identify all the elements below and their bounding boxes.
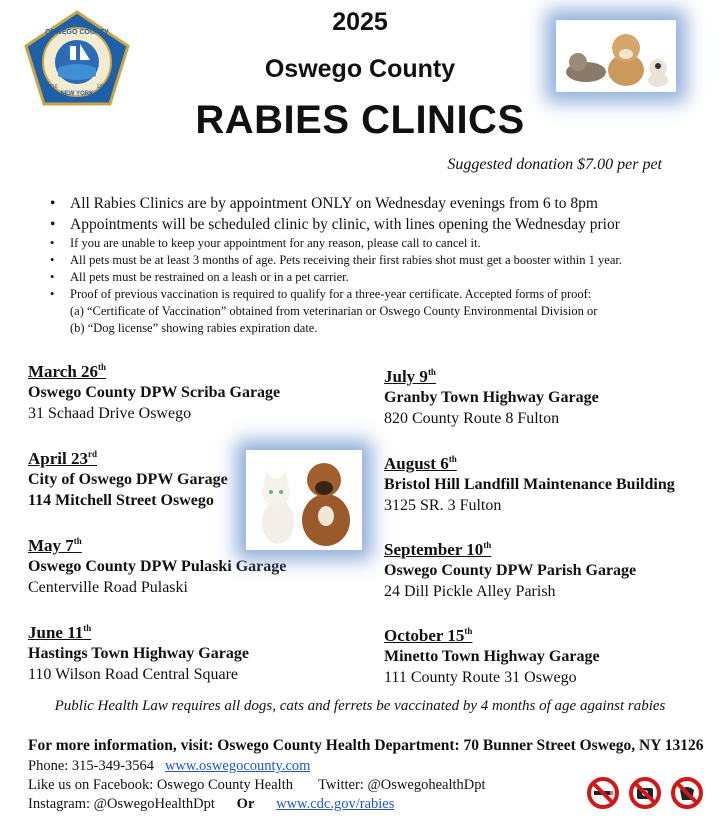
social-line [28, 777, 486, 794]
county-heading: Oswego County [264, 55, 456, 83]
clinic-address: 110 Wilson Road Central Square [28, 666, 238, 683]
rule-item: • All Rabies Clinics are by appointment ONLY on Wednesday evenings from 6 to 8pm [48, 193, 708, 214]
clinic-entry [28, 357, 348, 424]
clinic-location: Hastings Town Highway Garage [28, 645, 249, 662]
svg-text:1816: 1816 [46, 84, 58, 90]
clinic-location: City of Oswego DPW Garage [28, 471, 228, 488]
phone-number: Phone: 315-349-3564 [28, 758, 155, 774]
rule-item: • Appointments will be scheduled clinic by clinic, with lines opening the Wednesday prior [48, 214, 708, 235]
clinic-location: Bristol Hill Landfill Maintenance Building [384, 476, 675, 493]
donation-note: Suggested donation $7.00 per pet [447, 156, 662, 173]
clinic-date: October 15th [384, 626, 473, 645]
clinic-address: 114 Mitchell Street Oswego [28, 492, 214, 509]
page-title: RABIES CLINICS [195, 98, 525, 142]
public-health-law-note: Public Health Law requires all dogs, cats and ferrets be vaccinated by 4 months of age against rabies [54, 698, 666, 714]
clinic-address: 3125 SR. 3 Fulton [384, 497, 502, 514]
instagram-line [28, 796, 394, 813]
clinic-date: June 11th [28, 623, 92, 642]
county-website-link[interactable]: www.oswegocounty.com [164, 758, 311, 774]
facebook-text: Like us on Facebook: Oswego County Health [28, 777, 293, 793]
rule-item: • All pets must be at least 3 months of age. Pets receiving their first rabies shot must get a booster within 1 year. [48, 252, 708, 269]
clinic-address: 24 Dill Pickle Alley Parish [384, 583, 556, 600]
clinic-location: Oswego County DPW Parish Garage [384, 562, 637, 579]
clinic-date: July 9th [384, 367, 436, 386]
pets-photo-top [556, 20, 676, 92]
cdc-rabies-link[interactable]: www.cdc.gov/rabies [276, 796, 395, 812]
pets-photo-middle [246, 450, 362, 550]
svg-text:NEW YORK: NEW YORK [60, 91, 94, 97]
clinic-date: March 26th [28, 362, 107, 381]
clinic-entry [384, 449, 704, 516]
clinic-entry [384, 621, 704, 688]
clinic-entry [384, 535, 704, 602]
clinic-location: Minetto Town Highway Garage [384, 648, 600, 665]
rules-list [48, 193, 708, 337]
no-food-icon [670, 776, 704, 810]
clinic-address: 31 Schaad Drive Oswego [28, 405, 192, 422]
clinic-address: 111 County Route 31 Oswego [384, 669, 577, 686]
or-text: Or [236, 796, 255, 812]
svg-text:OSWEGO COUNTY: OSWEGO COUNTY [45, 29, 109, 36]
rule-item: • Proof of previous vaccination is required to qualify for a three-year certificate. Accepted forms of proof: (a) “Certificate of Vaccination” obtained from veterinarian or Oswego County Environmental Division or (b) “Dog license” showing rabies expiration date. [48, 286, 708, 337]
year-heading: 2025 [332, 8, 388, 36]
no-smoking-icon [586, 776, 620, 810]
rule-item: • If you are unable to keep your appointment for any reason, please call to cancel it. [48, 235, 708, 252]
no-camera-icon [628, 776, 662, 810]
clinic-date: May 7th [28, 536, 82, 555]
clinic-address: Centerville Road Pulaski [28, 579, 188, 596]
proof-option-a: (a) “Certificate of Vaccination” obtained from veterinarian or Oswego County Environmental Division or [70, 304, 598, 318]
clinic-entry [384, 362, 704, 429]
clinic-location: Granby Town Highway Garage [384, 389, 599, 406]
phone-line [28, 758, 310, 775]
more-info-line: For more information, visit: Oswego County Health Department: 70 Bunner Street Oswego, NY 13126 [28, 737, 704, 754]
clinic-address: 820 County Route 8 Fulton [384, 410, 560, 427]
clinic-location: Oswego County DPW Pulaski Garage [28, 558, 287, 575]
clinic-date: April 23rd [28, 449, 97, 468]
clinic-location: Oswego County DPW Scriba Garage [28, 384, 281, 401]
clinic-date: August 6th [384, 454, 457, 473]
clinic-entry [28, 618, 348, 685]
instagram-text: Instagram: @OswegoHealthDpt [28, 796, 215, 812]
svg-text:1816: 1816 [96, 84, 108, 90]
clinic-date: September 10th [384, 540, 492, 559]
prohibition-icons [586, 776, 708, 815]
twitter-text: Twitter: @OswegohealthDpt [318, 777, 486, 793]
proof-option-b: (b) “Dog license” showing rabies expiration date. [70, 321, 318, 335]
rule-item: • All pets must be restrained on a leash or in a pet carrier. [48, 269, 708, 286]
